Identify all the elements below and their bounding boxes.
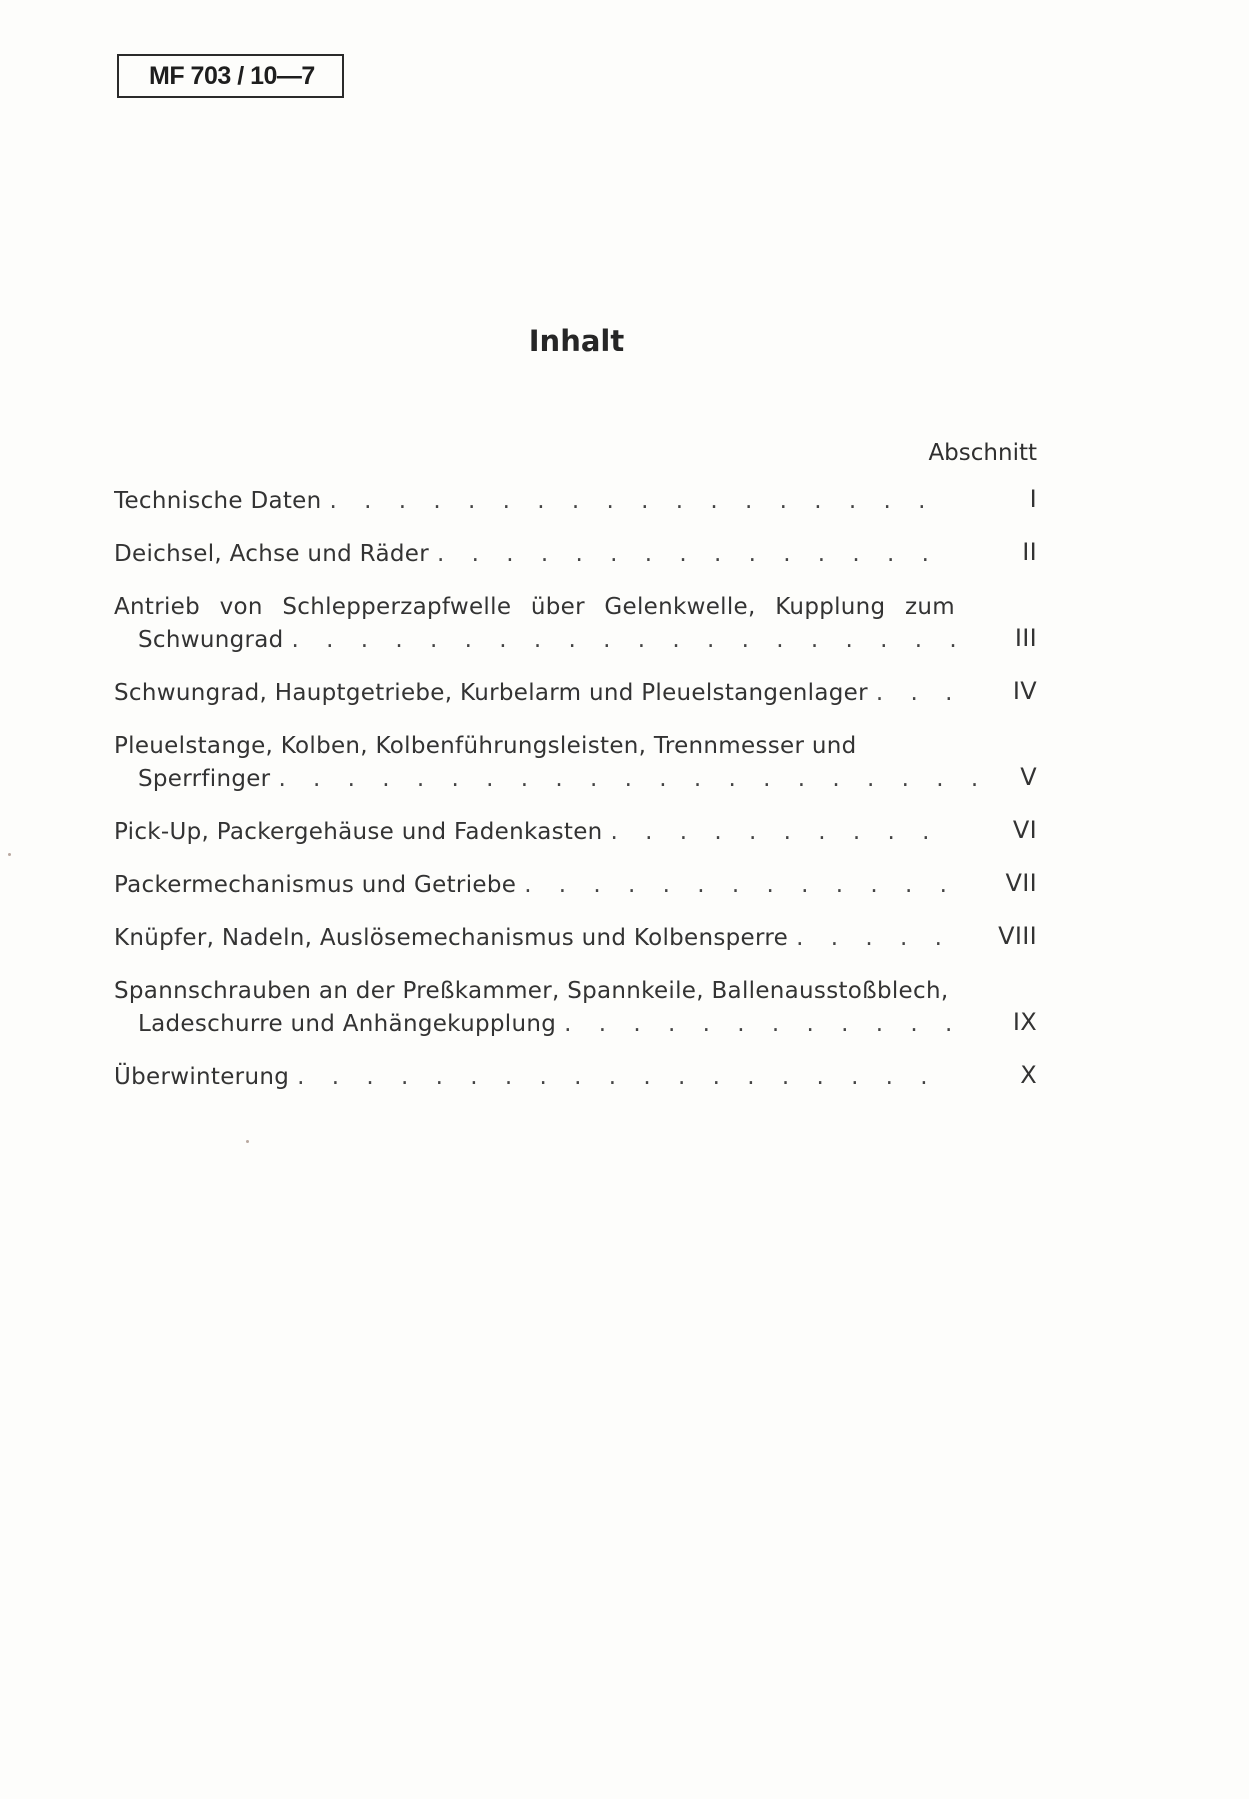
toc-entry-section: X <box>1020 1061 1037 1089</box>
toc-entry-section: IV <box>1012 677 1037 705</box>
section-column-header: Abschnitt <box>928 440 1037 466</box>
toc-entry-title: Antrieb von Schlepperzapfwelle über Gelenkwelle, Kupplung zum <box>114 594 955 620</box>
dot-leader <box>868 677 955 710</box>
dot-leader <box>270 763 979 796</box>
toc-entry-title-continued: Schwungrad <box>138 627 284 653</box>
toc-entry-title: Schwungrad, Hauptgetriebe, Kurbelarm und Pleuelstangenlager <box>114 680 868 706</box>
dot-leader <box>289 1061 955 1094</box>
toc-entry <box>114 485 1037 518</box>
toc-entry-title: Pick-Up, Packergehäuse und Fadenkasten <box>114 819 603 845</box>
toc-entry-title: Packermechanismus und Getriebe <box>114 872 517 898</box>
dot-leader <box>556 1008 979 1041</box>
toc-entry-section: III <box>1014 624 1037 652</box>
dot-leader <box>516 869 955 902</box>
toc-entry <box>114 677 1037 710</box>
toc-entry <box>114 922 1037 955</box>
dot-leader <box>429 538 955 571</box>
toc-entry <box>114 591 1037 657</box>
dot-leader <box>322 485 956 518</box>
toc-entry-section: I <box>1029 485 1037 513</box>
toc-entry-section: VIII <box>998 922 1037 950</box>
toc-entry-title: Technische Daten <box>114 488 322 514</box>
paper-speck <box>8 853 11 856</box>
toc-entry <box>114 538 1037 571</box>
toc-entry-section: VI <box>1012 816 1037 844</box>
toc-entry <box>114 869 1037 902</box>
toc-entry-section: V <box>1020 763 1037 791</box>
toc-entry-section: VII <box>1005 869 1037 897</box>
toc-entry-title: Pleuelstange, Kolben, Kolbenführungsleisten, Trennmesser und <box>114 733 857 759</box>
toc-entry-title-continued: Ladeschurre und Anhängekupplung <box>138 1011 557 1037</box>
toc-entry-section: IX <box>1012 1008 1037 1036</box>
toc-entry-title: Knüpfer, Nadeln, Auslösemechanismus und Kolbensperre <box>114 925 789 951</box>
toc-entry-section: II <box>1022 538 1037 566</box>
document-code-box: MF 703 / 10—7 <box>117 54 344 98</box>
toc-entry <box>114 816 1037 849</box>
toc-entry-title: Spannschrauben an der Preßkammer, Spannkeile, Ballenausstoßblech, <box>114 978 949 1004</box>
paper-speck <box>246 1140 249 1143</box>
dot-leader <box>284 624 979 657</box>
toc-entry-title: Überwinterung <box>114 1064 290 1090</box>
toc-entry <box>114 730 1037 796</box>
page-title: Inhalt <box>528 324 625 358</box>
toc-entry <box>114 1061 1037 1094</box>
table-of-contents <box>114 485 1037 1114</box>
toc-entry-title-continued: Sperrfinger <box>138 766 271 792</box>
toc-entry-title: Deichsel, Achse und Räder <box>114 541 429 567</box>
dot-leader <box>603 816 955 849</box>
toc-entry <box>114 975 1037 1041</box>
dot-leader <box>788 922 955 955</box>
